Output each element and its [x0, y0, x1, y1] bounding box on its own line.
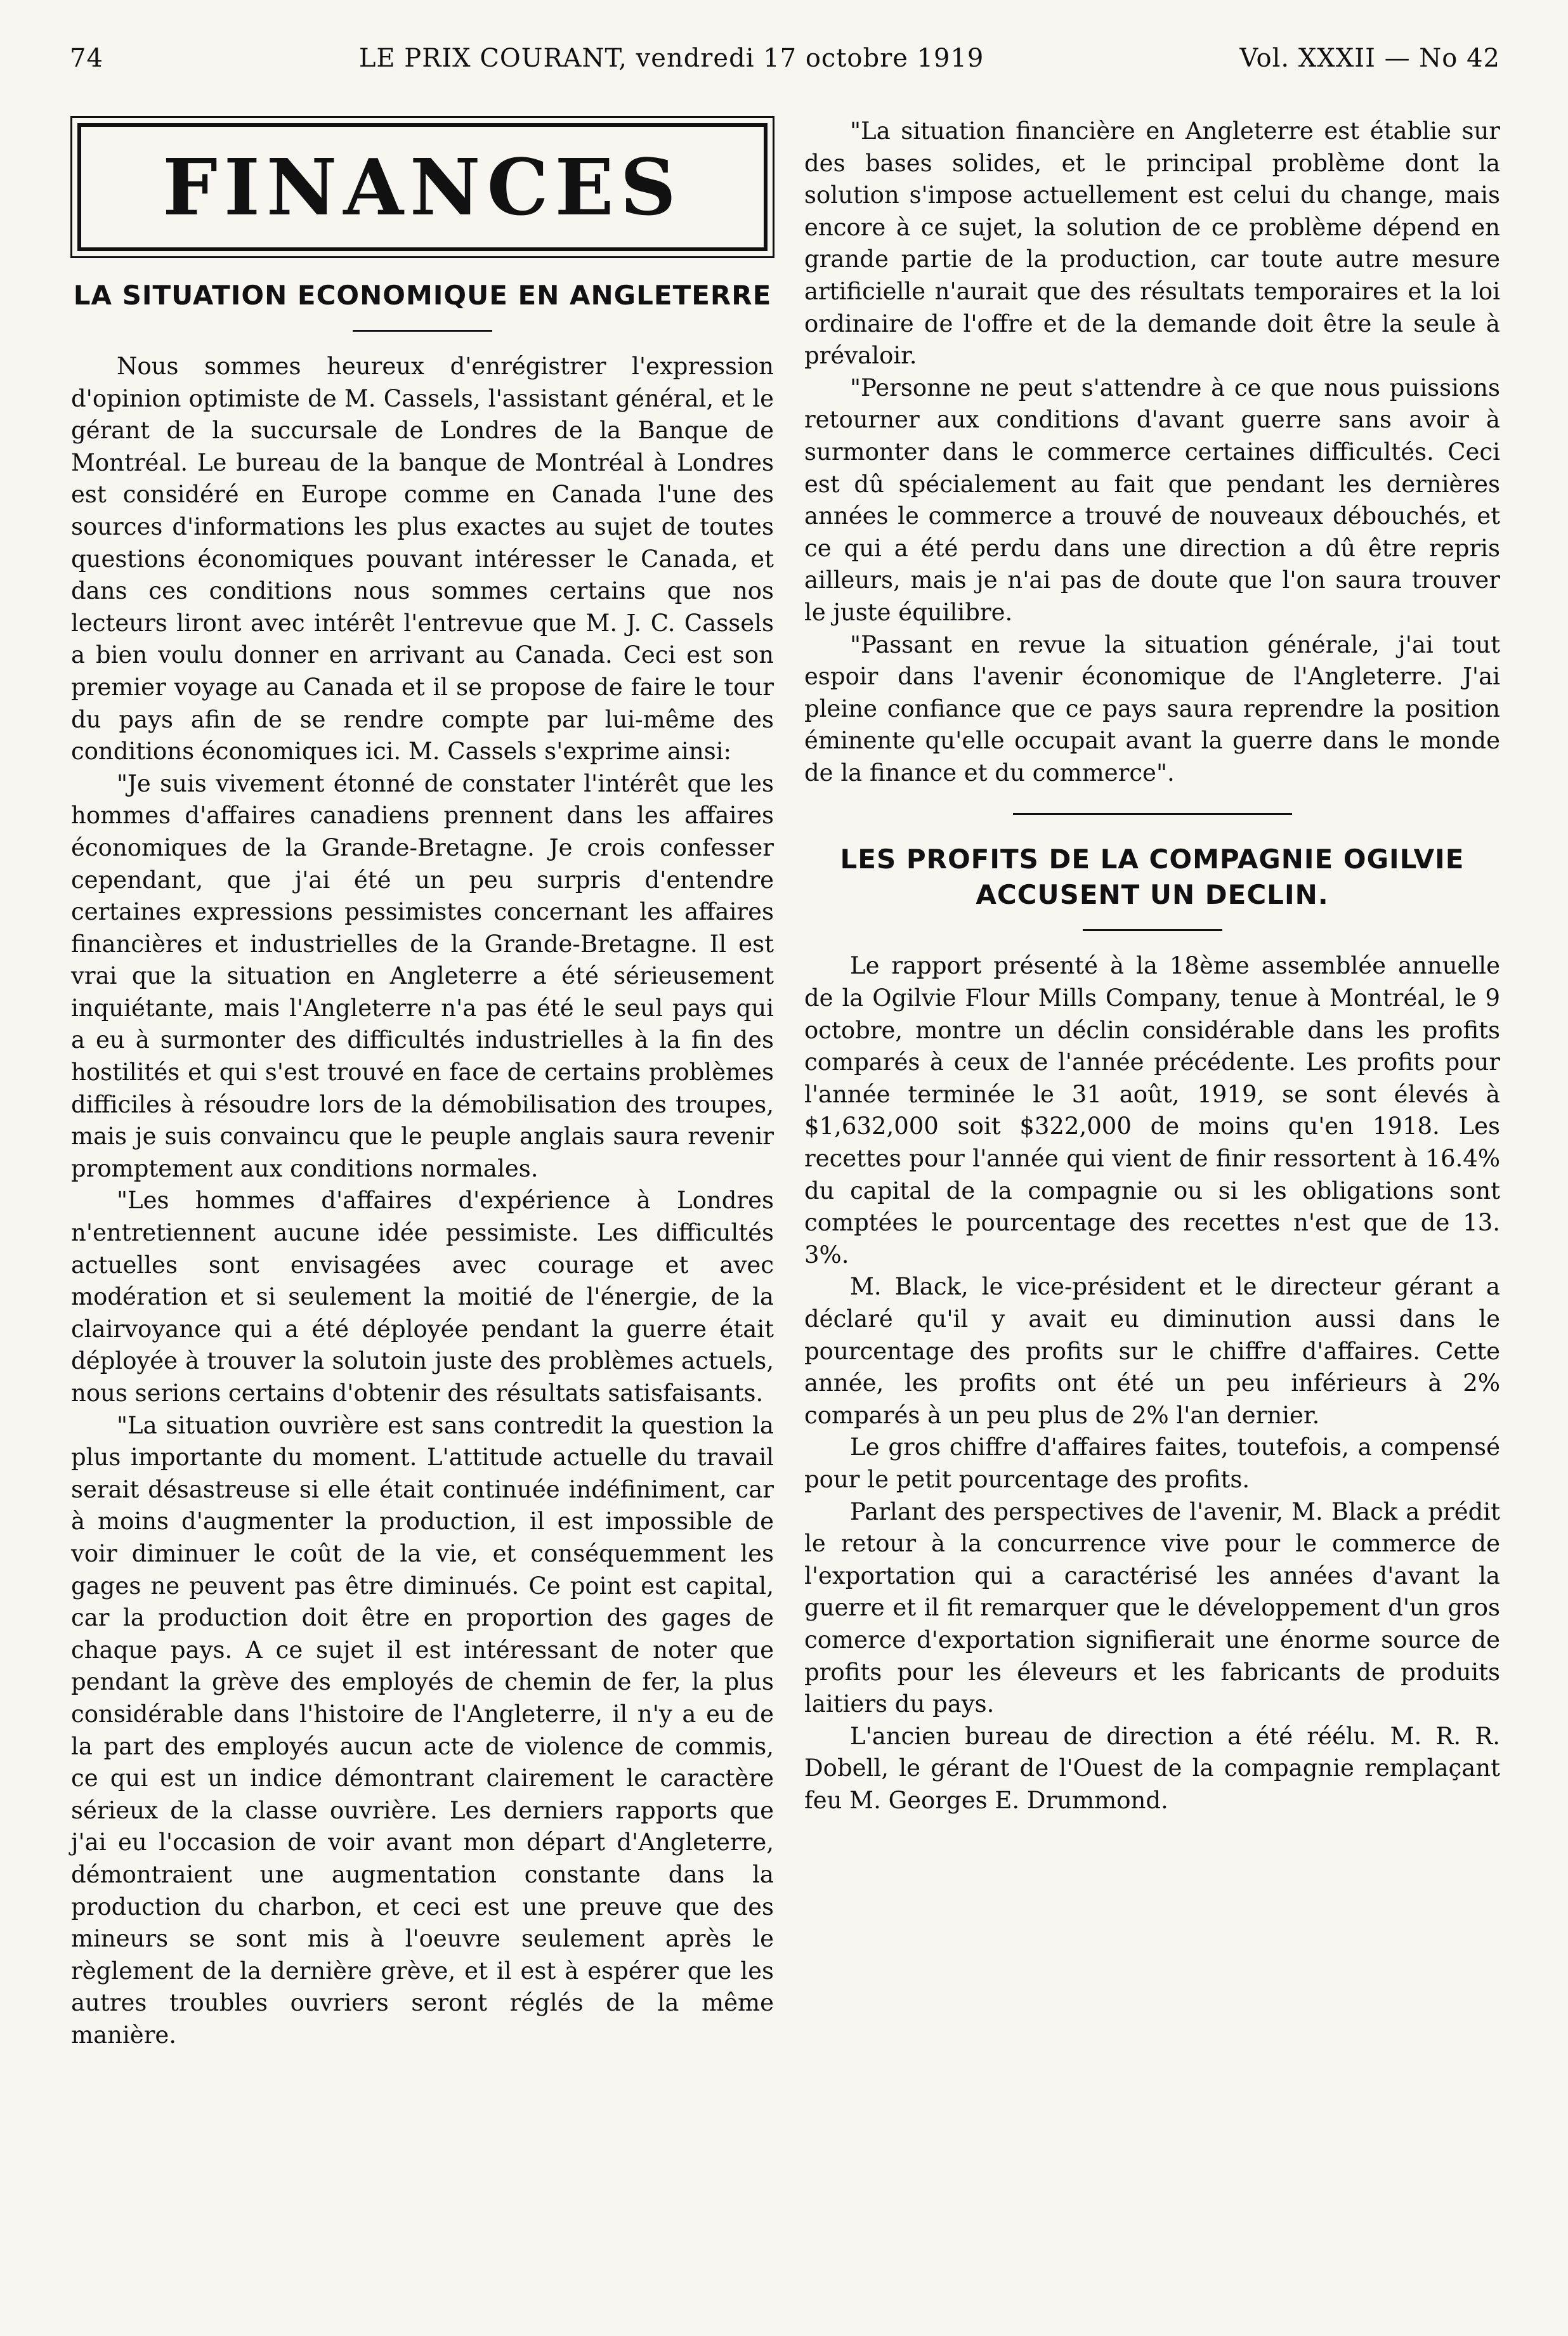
article-1-paragraph: "Personne ne peut s'attendre à ce que nous puissions retourner aux conditions d'avant guerre sans avoir à surmonter dans le commerce certaines difficultés. Ceci est dû spécialement au fait que pendant les dernières années le commerce a trouvé de nouveaux débouchés, et ce qui a été perdu dans une direction a dû être repris ailleurs, mais je n'ai pas de doute que l'on saura trouver le juste équilibre. [804, 374, 1500, 626]
article-2-paragraph: Le rapport présenté à la 18ème assemblée annuelle de la Ogilvie Flour Mills Company, tenue à Montréal, le 9 octobre, montre un déclin considérable dans les profits comparés à ceux de l'année précédente. Les profits pour l'année terminée le 31 août, 1919, se sont élevés à $1,632,000 soit $322,000 de moins qu'en 1918. Les recettes pour l'année qui vient de finir ressortent à 16.4% du capital de la compagnie ou si les obligations sont comptées le pourcentage des recettes n'est que de 13. 3%. [804, 952, 1500, 1269]
divider [353, 330, 492, 332]
page-number: 74 [70, 44, 103, 73]
publication-line: LE PRIX COURANT, vendredi 17 octobre 1919 [358, 44, 984, 73]
article-2-paragraph: Parlant des perspectives de l'avenir, M. Black a prédit le retour à la concurrence vive pour le commerce de l'exportation qui a caractérisé les années d'avant la guerre et il fit remarquer que le développement d'un gros comerce d'exportation signifierait une énorme source de profits pour les éleveurs et les fabricants de produits laitiers du pays. [804, 1498, 1500, 1718]
article-1-paragraph: Nous sommes heureux d'enrégistrer l'expression d'opinion optimiste de M. Cassels, l'assistant général, et le gérant de la succursale de Londres de la Banque de Montréal. Le bureau de la banque de Montréal à Londres est considéré en Europe comme en Canada l'une des sources d'informations les plus exactes au sujet de toutes questions économiques pouvant intéresser le Canada, et dans ces conditions nous sommes certains que nos lecteurs liront avec intérêt l'entrevue que M. J. C. Cassels a bien voulu donner en arrivant au Canada. Ceci est son premier voyage au Canada et il se propose de faire le tour du pays afin de se rendre compte par lui-même des conditions économiques ici. M. Cassels s'exprime ainsi: [71, 353, 774, 766]
right-column [804, 115, 1500, 1817]
divider [1013, 813, 1292, 815]
article-2-paragraph: Le gros chiffre d'affaires faites, toutefois, a compensé pour le petit pourcentage des profits. [804, 1433, 1500, 1493]
article-1-paragraph: "Les hommes d'affaires d'expérience à Londres n'entretiennent aucune idée pessimiste. Les difficultés actuelles sont envisagées avec courage et avec modération et si seulement la moitié de l'énergie, de la clairvoyance qui a été déployée pendant la guerre était déployée à trouver la solutoin juste des problèmes actuels, nous serions certains d'obtenir des résultats satisfaisants. [71, 1187, 774, 1407]
left-column [71, 115, 774, 2051]
article-1-paragraph: "Passant en revue la situation générale, j'ai tout espoir dans l'avenir économique de l'Angleterre. J'ai pleine confiance que ce pays saura reprendre la position éminente qu'elle occupait avant la guerre dans le monde de la finance et du commerce". [804, 630, 1500, 786]
section-banner [77, 123, 768, 251]
article-1-paragraph: "La situation ouvrière est sans contredit la question la plus importante du moment. L'attitude actuelle du travail serait désastreuse si elle était continuée indéfiniment, car à moins d'augmenter la production, il est impossible de voir diminuer le coût de la vie, et conséquemment les gages ne peuvent pas être diminués. Ce point est capital, car la production doit être en proportion des gages de chaque pays. A ce sujet il est intéressant de noter que pendant la grève des employés de chemin de fer, la plus considérable dans l'histoire de l'Angleterre, il n'y a eu de la part des employés aucun acte de violence de commis, ce qui est un indice démontrant clairement le caractère sérieux de la classe ouvrière. Les derniers rapports que j'ai eu l'occasion de voir avant mon départ d'Angleterre, démontraient une augmentation constante dans la production du charbon, et ceci est une preuve que des mineurs se sont mis à l'oeuvre seulement après le règlement de la dernière grève, et il est à espérer que les autres troubles ouvriers seront réglés de la même manière. [71, 1411, 774, 2049]
article-1-title: LA SITUATION ECONOMIQUE EN ANGLETERRE [73, 280, 772, 311]
article-2-paragraph: M. Black, le vice-président et le directeur gérant a déclaré qu'il y avait eu diminution aussi dans le pourcentage des profits sur le chiffre d'affaires. Cette année, les profits ont été un peu inférieurs à 2% comparés à un peu plus de 2% l'an dernier. [804, 1273, 1500, 1429]
article-1-paragraph: "Je suis vivement étonné de constater l'intérêt que les hommes d'affaires canadiens prennent dans les affaires économiques de la Grande-Bretagne. Je crois confesser cependant, que j'ai été un peu surpris d'entendre certaines expressions pessimistes concernant les affaires financières et industrielles de la Grande-Bretagne. Il est vrai que la situation en Angleterre a été sérieusement inquiétante, mais l'Angleterre n'a pas été le seul pays qui a eu à surmonter des difficultés industrielles à la fin des hostilités et qui s'est trouvé en face de certains problèmes difficiles à résoudre lors de la démobilisation des troupes, mais je suis convaincu que le peuple anglais saura revenir promptement aux conditions normales. [71, 769, 774, 1182]
volume-number: Vol. XXXII — No 42 [1239, 44, 1500, 73]
section-banner-title: FINANCES [162, 141, 683, 233]
article-2-paragraph: L'ancien bureau de direction a été réélu. M. R. R. Dobell, le gérant de l'Ouest de la compagnie remplaçant feu M. Georges E. Drummond. [804, 1722, 1500, 1814]
divider [1083, 929, 1222, 931]
article-1-paragraph: "La situation financière en Angleterre est établie sur des bases solides, et le principal problème dont la solution s'impose actuellement est celui du change, mais encore à ce sujet, la solution de ce problème dépend en grande partie de la production, car toute autre mesure artificielle n'aurait que des résultats temporaires et la loi ordinaire de l'offre et de la demande doit être la seule à prévaloir. [804, 117, 1500, 370]
running-head [70, 39, 1500, 77]
article-2-title: LES PROFITS DE LA COMPAGNIE OGILVIE ACCUSENT UN DECLIN. [840, 844, 1465, 911]
